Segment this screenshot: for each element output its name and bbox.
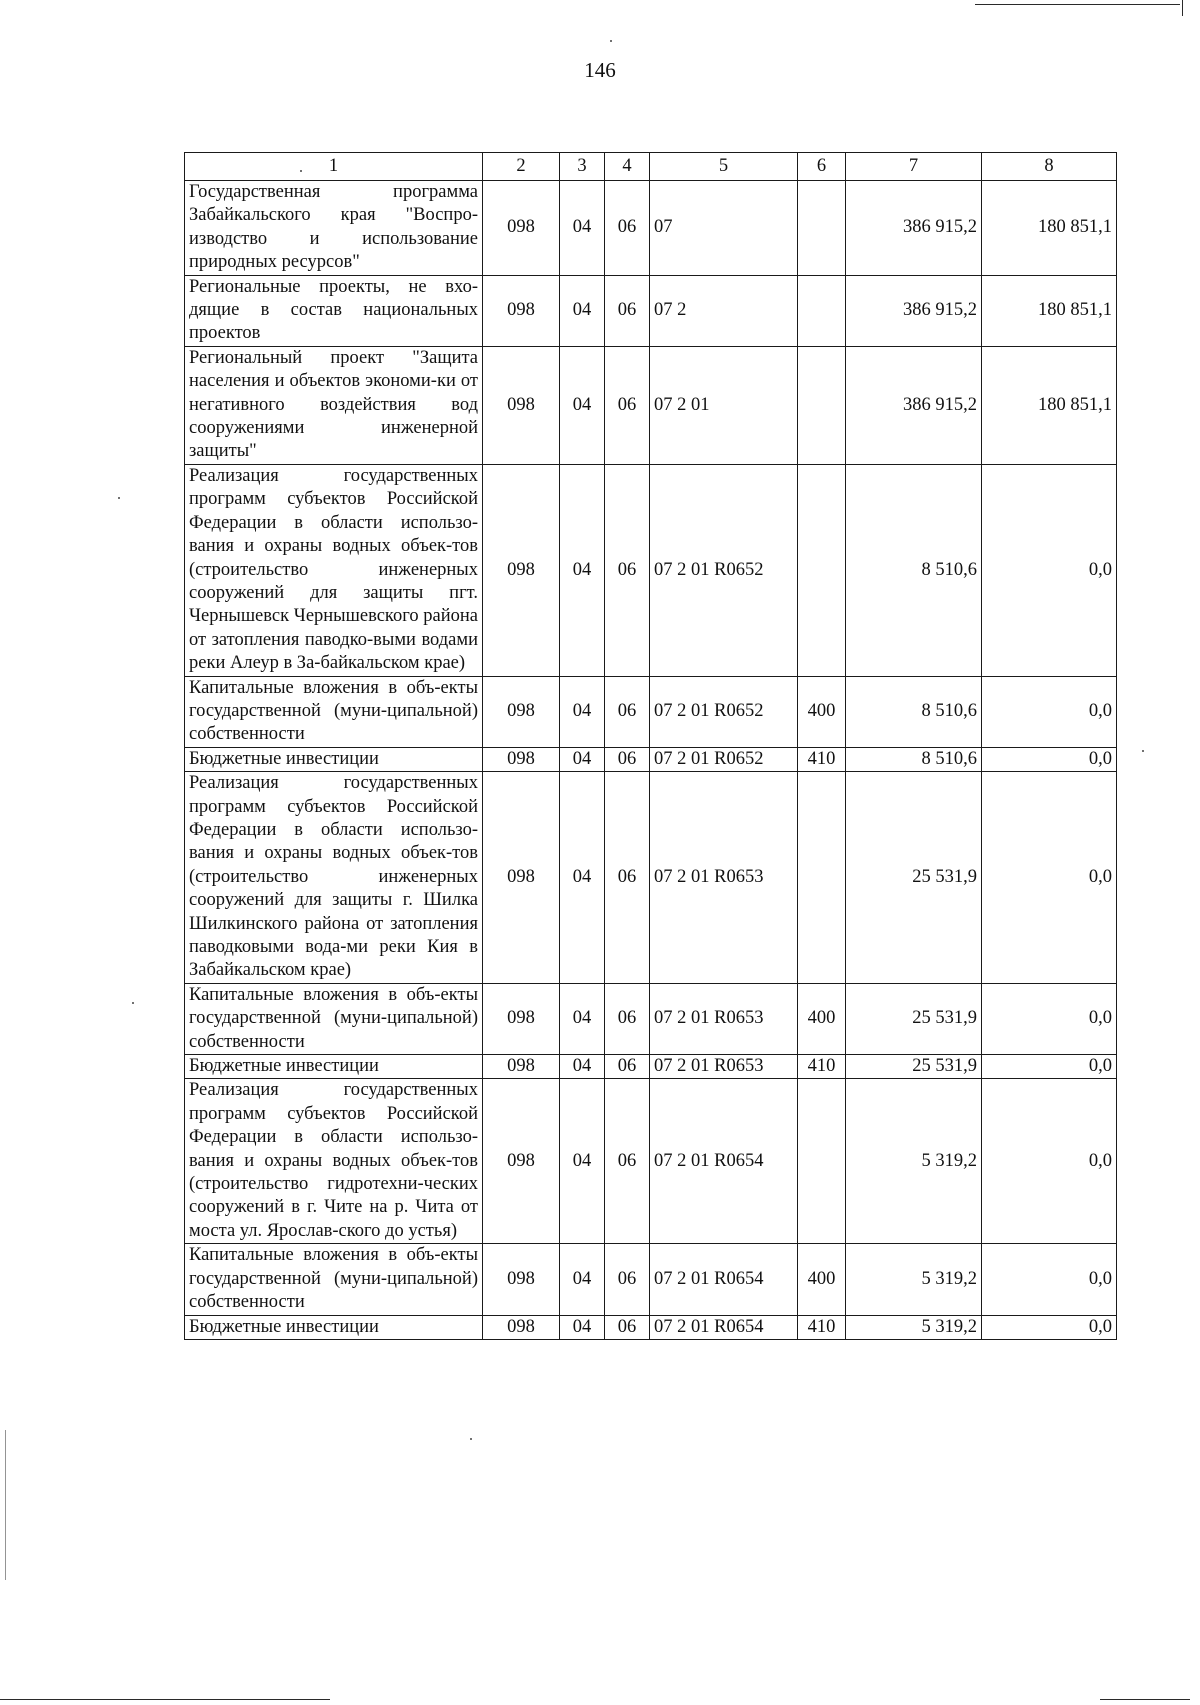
subsection-code-cell: 06 [605, 1079, 650, 1244]
scan-edge-left [5, 1430, 6, 1580]
table-row [185, 1315, 1117, 1339]
target-article-cell: 07 2 01 R0652 [650, 747, 798, 771]
scan-edge-right [1182, 0, 1183, 16]
column-header: 8 [982, 153, 1117, 181]
row-name-cell: Бюджетные инвестиции [185, 747, 483, 771]
amount-col7-cell: 5 319,2 [846, 1244, 982, 1315]
row-name-cell: Капитальные вложения в объ-екты государственной (муни-ципальной) собственности [185, 676, 483, 747]
table-row [185, 1244, 1117, 1315]
expense-type-cell: 410 [798, 1055, 846, 1079]
ministry-code-cell: 098 [483, 676, 560, 747]
section-code-cell: 04 [560, 747, 605, 771]
subsection-code-cell: 06 [605, 1055, 650, 1079]
expense-type-cell [798, 464, 846, 676]
amount-col7-cell: 8 510,6 [846, 676, 982, 747]
section-code-cell: 04 [560, 983, 605, 1054]
row-name-cell: Государственная программа Забайкальского края "Воспро-изводство и использование природных ресурсов" [185, 181, 483, 276]
scan-speck [132, 1002, 134, 1004]
expense-type-cell: 400 [798, 1244, 846, 1315]
expense-type-cell [798, 275, 846, 346]
ministry-code-cell: 098 [483, 464, 560, 676]
scan-edge-bottom [0, 1699, 330, 1700]
amount-col7-cell: 386 915,2 [846, 181, 982, 276]
table-row [185, 275, 1117, 346]
amount-col7-cell: 25 531,9 [846, 983, 982, 1054]
target-article-cell: 07 2 01 R0652 [650, 676, 798, 747]
amount-col8-cell: 0,0 [982, 1079, 1117, 1244]
subsection-code-cell: 06 [605, 346, 650, 464]
expense-type-cell: 400 [798, 983, 846, 1054]
section-code-cell: 04 [560, 346, 605, 464]
section-code-cell: 04 [560, 1244, 605, 1315]
column-header: 6 [798, 153, 846, 181]
expense-type-cell [798, 181, 846, 276]
target-article-cell: 07 2 01 R0653 [650, 983, 798, 1054]
ministry-code-cell: 098 [483, 346, 560, 464]
amount-col8-cell: 180 851,1 [982, 275, 1117, 346]
amount-col8-cell: 0,0 [982, 464, 1117, 676]
subsection-code-cell: 06 [605, 747, 650, 771]
scan-edge-top [975, 4, 1180, 5]
table-row [185, 1055, 1117, 1079]
amount-col8-cell: 0,0 [982, 1244, 1117, 1315]
ministry-code-cell: 098 [483, 275, 560, 346]
ministry-code-cell: 098 [483, 1079, 560, 1244]
section-code-cell: 04 [560, 1315, 605, 1339]
row-name-cell: Региональные проекты, не вхо-дящие в состав национальных проектов [185, 275, 483, 346]
target-article-cell: 07 2 01 R0652 [650, 464, 798, 676]
amount-col8-cell: 0,0 [982, 1055, 1117, 1079]
target-article-cell: 07 2 01 R0653 [650, 772, 798, 984]
column-header: 4 [605, 153, 650, 181]
amount-col8-cell: 0,0 [982, 983, 1117, 1054]
subsection-code-cell: 06 [605, 772, 650, 984]
subsection-code-cell: 06 [605, 983, 650, 1054]
ministry-code-cell: 098 [483, 747, 560, 771]
subsection-code-cell: 06 [605, 676, 650, 747]
target-article-cell: 07 2 01 R0654 [650, 1079, 798, 1244]
scan-edge-bottom-right [1100, 1699, 1190, 1700]
expense-type-cell: 400 [798, 676, 846, 747]
section-code-cell: 04 [560, 1079, 605, 1244]
row-name-cell: Бюджетные инвестиции [185, 1055, 483, 1079]
row-name-cell: Реализация государственных программ субъектов Российской Федерации в области использо-вания и охраны водных объек-тов (строительство гидротехни-ческих сооружений в г. Чите на р. Чита от моста ул. Ярослав-ского до устья) [185, 1079, 483, 1244]
column-header: 7 [846, 153, 982, 181]
column-header: 5 [650, 153, 798, 181]
amount-col7-cell: 25 531,9 [846, 1055, 982, 1079]
amount-col7-cell: 386 915,2 [846, 275, 982, 346]
amount-col7-cell: 8 510,6 [846, 747, 982, 771]
expense-type-cell [798, 772, 846, 984]
column-header: 2 [483, 153, 560, 181]
ministry-code-cell: 098 [483, 983, 560, 1054]
target-article-cell: 07 2 [650, 275, 798, 346]
scan-speck [470, 1438, 472, 1440]
section-code-cell: 04 [560, 464, 605, 676]
section-code-cell: 04 [560, 275, 605, 346]
target-article-cell: 07 [650, 181, 798, 276]
page-number: 146 [584, 58, 616, 82]
row-name-cell: Региональный проект "Защита населения и объектов экономи-ки от негативного воздействия вод сооружениями инженерной защиты" [185, 346, 483, 464]
scan-speck [118, 497, 120, 499]
subsection-code-cell: 06 [605, 464, 650, 676]
row-name-cell: Реализация государственных программ субъектов Российской Федерации в области использо-вания и охраны водных объек-тов (строительство инженерных сооружений для защиты пгт. Чернышевск Чернышевского района от затопления паводко-выми водами реки Алеур в За-байкальском крае) [185, 464, 483, 676]
target-article-cell: 07 2 01 R0654 [650, 1315, 798, 1339]
amount-col7-cell: 25 531,9 [846, 772, 982, 984]
row-name-cell: Капитальные вложения в объ-екты государственной (муни-ципальной) собственности [185, 983, 483, 1054]
ministry-code-cell: 098 [483, 1244, 560, 1315]
target-article-cell: 07 2 01 R0653 [650, 1055, 798, 1079]
expense-type-cell [798, 1079, 846, 1244]
row-name-cell: Реализация государственных программ субъектов Российской Федерации в области использо-вания и охраны водных объек-тов (строительство инженерных сооружений для защиты г. Шилка Шилкинского района от затопления паводковыми вода-ми реки Кия в Забайкальском крае) [185, 772, 483, 984]
target-article-cell: 07 2 01 R0654 [650, 1244, 798, 1315]
ministry-code-cell: 098 [483, 181, 560, 276]
amount-col7-cell: 386 915,2 [846, 346, 982, 464]
amount-col7-cell: 5 319,2 [846, 1315, 982, 1339]
subsection-code-cell: 06 [605, 181, 650, 276]
table-row [185, 772, 1117, 984]
table-row [185, 1079, 1117, 1244]
table-row [185, 747, 1117, 771]
amount-col7-cell: 5 319,2 [846, 1079, 982, 1244]
amount-col7-cell: 8 510,6 [846, 464, 982, 676]
target-article-cell: 07 2 01 [650, 346, 798, 464]
expense-type-cell: 410 [798, 747, 846, 771]
row-name-cell: Бюджетные инвестиции [185, 1315, 483, 1339]
table-row [185, 464, 1117, 676]
section-code-cell: 04 [560, 676, 605, 747]
scan-speck [1142, 750, 1144, 752]
ministry-code-cell: 098 [483, 1315, 560, 1339]
section-code-cell: 04 [560, 181, 605, 276]
table-row [185, 181, 1117, 276]
subsection-code-cell: 06 [605, 1244, 650, 1315]
budget-table [184, 152, 1117, 1340]
subsection-code-cell: 06 [605, 275, 650, 346]
row-name-cell: Капитальные вложения в объ-екты государственной (муни-ципальной) собственности [185, 1244, 483, 1315]
section-code-cell: 04 [560, 772, 605, 984]
scan-speck [610, 40, 612, 42]
table-row [185, 983, 1117, 1054]
amount-col8-cell: 0,0 [982, 747, 1117, 771]
amount-col8-cell: 180 851,1 [982, 181, 1117, 276]
section-code-cell: 04 [560, 1055, 605, 1079]
header-row [185, 153, 1117, 181]
amount-col8-cell: 0,0 [982, 772, 1117, 984]
amount-col8-cell: 0,0 [982, 676, 1117, 747]
column-header: 1 [185, 153, 483, 181]
expense-type-cell [798, 346, 846, 464]
ministry-code-cell: 098 [483, 772, 560, 984]
amount-col8-cell: 0,0 [982, 1315, 1117, 1339]
column-header: 3 [560, 153, 605, 181]
subsection-code-cell: 06 [605, 1315, 650, 1339]
amount-col8-cell: 180 851,1 [982, 346, 1117, 464]
table-row [185, 346, 1117, 464]
expense-type-cell: 410 [798, 1315, 846, 1339]
ministry-code-cell: 098 [483, 1055, 560, 1079]
table-row [185, 676, 1117, 747]
